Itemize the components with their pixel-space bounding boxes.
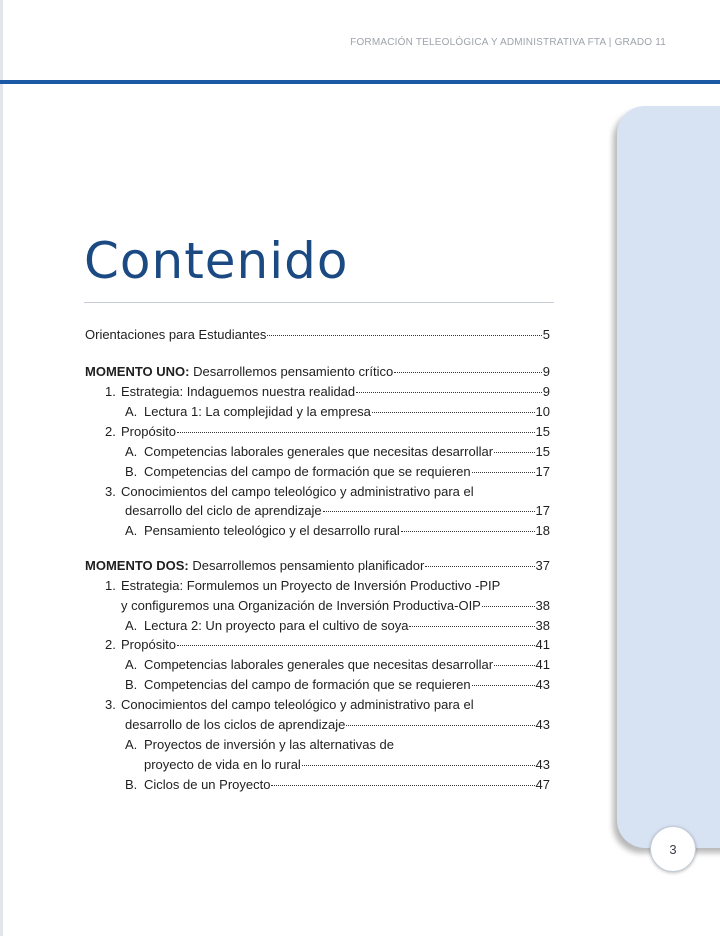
toc-entry-mu-3a[interactable] [125, 522, 550, 540]
toc-letter: A. [125, 618, 138, 633]
toc-page: 47 [535, 777, 550, 792]
section-title: Desarrollemos pensamiento crítico [189, 364, 394, 379]
toc-page: 15 [535, 424, 550, 439]
toc-entry-text: Competencias del campo de formación que se requieren [144, 677, 471, 692]
toc-page: 9 [542, 384, 550, 399]
page-title: Contenido [84, 232, 349, 290]
toc-entry-text: Ciclos de un Proyecto [144, 777, 271, 792]
dot-leader [267, 335, 541, 336]
toc-entry-md-2[interactable] [105, 636, 550, 654]
title-rule [84, 302, 554, 303]
toc-entry-text: Estrategia: Indaguemos nuestra realidad [121, 384, 356, 399]
toc-entry-mu-2[interactable] [105, 423, 550, 441]
dot-leader [356, 392, 542, 393]
toc-page: 5 [542, 327, 550, 342]
toc-entry-text: Proyectos de inversión y las alternativas de [144, 737, 395, 752]
toc-number: 3. [105, 484, 116, 499]
toc-entry-md-1-line2[interactable] [121, 597, 550, 615]
toc-number: 2. [105, 424, 116, 439]
dot-leader [482, 606, 535, 607]
toc-entry-text: desarrollo del ciclo de aprendizaje [125, 503, 322, 518]
toc-page: 38 [535, 598, 550, 613]
toc-entry-text: Conocimientos del campo teleológico y administrativo para el [121, 697, 474, 712]
page-left-edge [0, 0, 3, 936]
dot-leader [177, 645, 535, 646]
toc-page: 18 [535, 523, 550, 538]
toc-number: 2. [105, 637, 116, 652]
toc-entry-text: y configuremos una Organización de Inversión Productiva-OIP [121, 598, 481, 613]
toc-entry-md-1a[interactable] [125, 617, 550, 635]
toc-page: 43 [535, 677, 550, 692]
toc-entry-momento-dos[interactable] [85, 557, 550, 575]
header-rule [0, 80, 720, 84]
toc-entry-mu-2a[interactable] [125, 443, 550, 461]
dot-leader [401, 531, 535, 532]
toc-entry-text: Propósito [121, 637, 176, 652]
dot-leader [425, 566, 534, 567]
toc-entry-md-2a[interactable] [125, 656, 550, 674]
toc-page: 43 [535, 717, 550, 732]
toc-page: 43 [535, 757, 550, 772]
toc-page: 37 [535, 558, 550, 573]
page-number [650, 826, 696, 872]
toc-entry-md-3-line2[interactable] [125, 716, 550, 734]
toc-entry-md-3a-line1[interactable] [125, 736, 550, 754]
toc-entry-text: Pensamiento teleológico y el desarrollo rural [144, 523, 400, 538]
toc-letter: B. [125, 677, 138, 692]
toc-entry-md-3a-line2[interactable] [144, 756, 550, 774]
side-tab-decoration [617, 106, 720, 848]
toc-entry-text: Competencias laborales generales que necesitas desarrollar [144, 657, 494, 672]
toc-page: 41 [535, 657, 550, 672]
toc-entry-md-1-line1[interactable] [105, 577, 550, 595]
toc-page: 17 [535, 464, 550, 479]
dot-leader [302, 765, 535, 766]
toc-page: 9 [542, 364, 550, 379]
toc-entry-text: Lectura 1: La complejidad y la empresa [144, 404, 371, 419]
dot-leader [372, 412, 535, 413]
running-header: FORMACIÓN TELEOLÓGICA Y ADMINISTRATIVA FTA | GRADO 11 [350, 37, 666, 48]
dot-leader [177, 432, 535, 433]
section-title: Desarrollemos pensamiento planificador [188, 558, 425, 573]
toc-page: 15 [535, 444, 550, 459]
toc-entry-text: Conocimientos del campo teleológico y administrativo para el [121, 484, 474, 499]
toc-entry-text: proyecto de vida en lo rural [144, 757, 301, 772]
toc-page: 17 [535, 503, 550, 518]
dot-leader [494, 665, 534, 666]
toc-number: 1. [105, 578, 116, 593]
dot-leader [472, 685, 535, 686]
toc-letter: A. [125, 404, 138, 419]
dot-leader [271, 785, 534, 786]
dot-leader [494, 452, 534, 453]
toc-entry-momento-uno[interactable] [85, 363, 550, 381]
toc-entry-md-3b[interactable] [125, 776, 550, 794]
toc-entry-text: Lectura 2: Un proyecto para el cultivo de soya [144, 618, 409, 633]
toc-entry-md-3-line1[interactable] [105, 696, 550, 714]
toc-letter: B. [125, 464, 138, 479]
toc-letter: B. [125, 777, 138, 792]
toc-entry-text: Orientaciones para Estudiantes [85, 327, 267, 342]
toc-number: 1. [105, 384, 116, 399]
toc-letter: A. [125, 737, 138, 752]
toc-entry-text [85, 557, 424, 575]
toc-entry-mu-3-line2[interactable] [125, 502, 550, 520]
toc-entry-mu-1[interactable] [105, 383, 550, 401]
toc-entry-md-2b[interactable] [125, 676, 550, 694]
toc-letter: A. [125, 523, 138, 538]
page-number-label: 3 [669, 841, 677, 857]
dot-leader [323, 511, 535, 512]
toc-letter: A. [125, 657, 138, 672]
toc-page: 10 [535, 404, 550, 419]
toc-entry-text: Competencias laborales generales que necesitas desarrollar [144, 444, 494, 459]
section-label: MOMENTO DOS: [85, 558, 189, 573]
section-label: MOMENTO UNO: [85, 364, 190, 379]
toc-entry-mu-1a[interactable] [125, 403, 550, 421]
toc-entry-text: Competencias del campo de formación que se requieren [144, 464, 471, 479]
toc-entry-text: Estrategia: Formulemos un Proyecto de Inversión Productivo -PIP [121, 578, 501, 593]
dot-leader [409, 626, 534, 627]
toc-number: 3. [105, 697, 116, 712]
dot-leader [394, 372, 542, 373]
toc-letter: A. [125, 444, 138, 459]
toc-entry-text: Propósito [121, 424, 176, 439]
toc-page: 41 [535, 637, 550, 652]
dot-leader [346, 725, 534, 726]
toc-entry-mu-2b[interactable] [125, 463, 550, 481]
toc-entry-mu-3-line1[interactable] [105, 483, 550, 501]
toc-entry-text [85, 363, 393, 381]
toc-page: 38 [535, 618, 550, 633]
toc-entry-orientaciones[interactable] [85, 326, 550, 344]
toc-entry-text: desarrollo de los ciclos de aprendizaje [125, 717, 346, 732]
dot-leader [472, 472, 535, 473]
